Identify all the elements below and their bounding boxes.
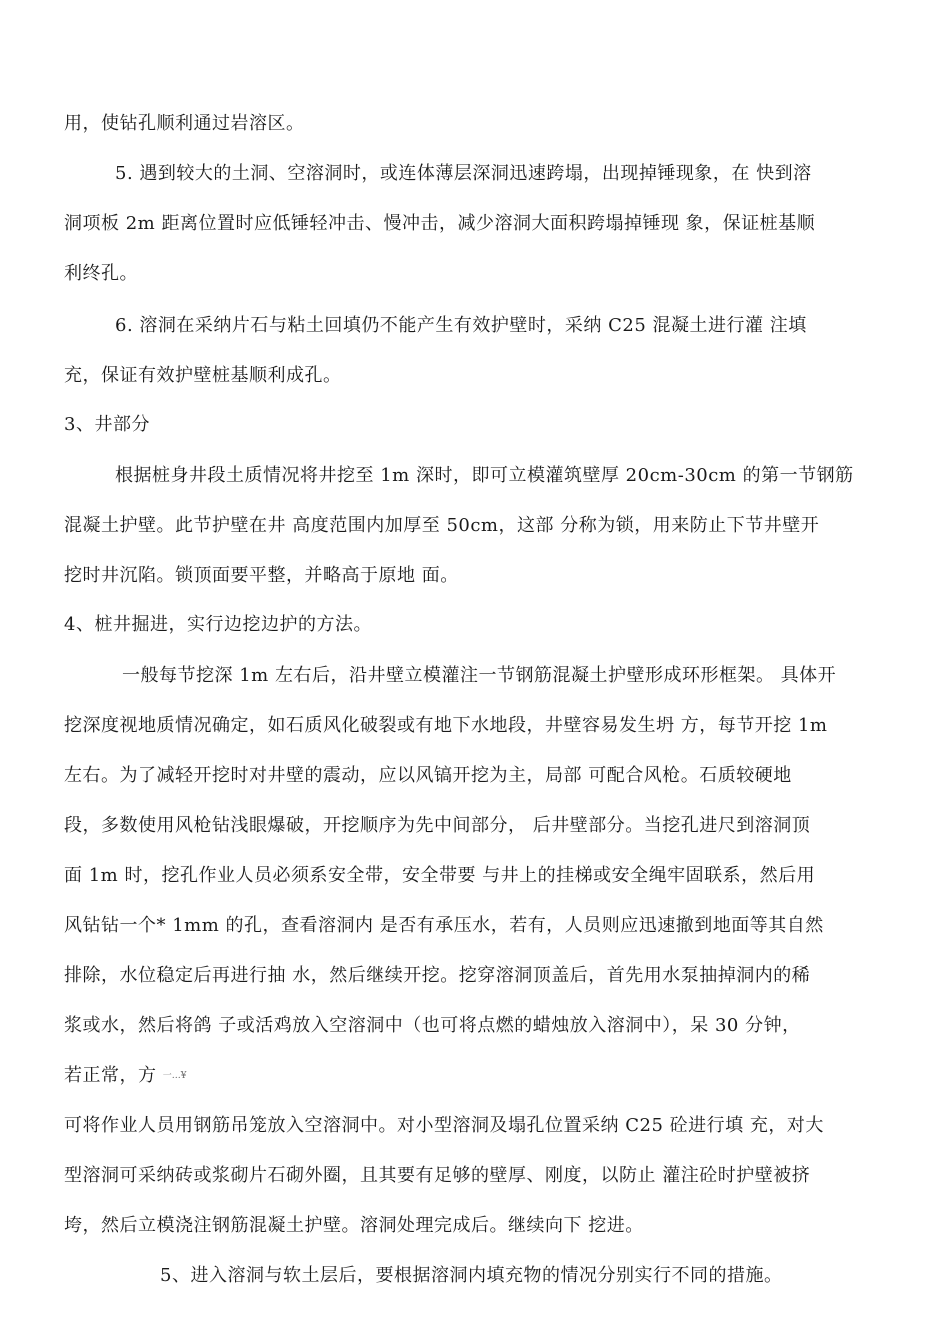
paragraph-line: 根据桩身井段土质情况将井挖至 1m 深时，即可立模灌筑壁厚 20cm-30cm 的第一节钢筋	[115, 465, 854, 486]
paragraph-line: 段，多数使用风枪钻浅眼爆破，开挖顺序为先中间部分， 后井壁部分。当挖孔进尺到溶洞顶	[64, 815, 811, 836]
paragraph-line: 一般每节挖深 1m 左右后，沿井壁立模灌注一节钢筋混凝土护壁形成环形框架。 具体开	[122, 665, 837, 686]
paragraph-line: 5. 遇到较大的土洞、空溶洞时，或连体薄层深洞迅速跨塌，出现掉锤现象，在 快到溶	[115, 163, 812, 184]
paragraph-line: 排除，水位稳定后再进行抽 水，然后继续开挖。挖穿溶洞顶盖后，首先用水泵抽掉洞内的稀	[64, 965, 811, 986]
section-heading: 3、井部分	[64, 414, 150, 435]
paragraph-line: 挖深度视地质情况确定，如石质风化破裂或有地下水地段，井壁容易发生坍 方，每节开挖 1m	[64, 715, 828, 736]
scan-mark: 一…¥	[162, 1071, 187, 1081]
paragraph-line: 左右。为了减轻开挖时对井壁的震动，应以风镐开挖为主，局部 可配合风枪。石质较硬地	[64, 765, 792, 786]
paragraph-line: 充，保证有效护壁桩基顺利成孔。	[64, 365, 342, 386]
paragraph-line: 用，使钻孔顺利通过岩溶区。	[64, 113, 305, 134]
paragraph-line: 混凝土护壁。此节护壁在井 高度范围内加厚至 50cm，这部 分称为锁，用来防止下节井壁开	[64, 515, 820, 536]
paragraph-line: 可将作业人员用钢筋吊笼放入空溶洞中。对小型溶洞及塌孔位置采纳 C25 砼进行填 充，对大	[64, 1115, 824, 1136]
paragraph-line: 洞项板 2m 距离位置时应低锤轻冲击、慢冲击，减少溶洞大面积跨塌掉锤现 象，保证桩基顺	[64, 213, 816, 234]
paragraph-line: 面 1m 时，挖孔作业人员必须系安全带，安全带要 与井上的挂梯或安全绳牢固联系，然后用	[64, 865, 816, 886]
paragraph-line-text: 若正常，方	[64, 1065, 157, 1086]
paragraph-line: 6. 溶洞在采纳片石与粘土回填仍不能产生有效护壁时，采纳 C25 混凝土进行灌 注填	[115, 315, 807, 336]
paragraph-line: 风钻钻一个* 1mm 的孔，查看溶洞内 是否有承压水，若有，人员则应迅速撤到地面等其自然	[64, 915, 824, 936]
paragraph-line	[64, 1064, 186, 1088]
section-heading: 5、进入溶洞与软土层后，要根据溶洞内填充物的情况分别实行不同的措施。	[160, 1265, 783, 1286]
section-heading: 4、桩井掘进，实行边挖边护的方法。	[64, 614, 372, 635]
paragraph-line: 型溶洞可采纳砖或浆砌片石砌外圈，且其要有足够的壁厚、刚度，以防止 灌注砼时护壁被挤	[64, 1165, 811, 1186]
paragraph-line: 挖时井沉陷。锁顶面要平整，并略高于原地 面。	[64, 565, 459, 586]
paragraph-line: 垮，然后立模浇注钢筋混凝土护壁。溶洞处理完成后。继续向下 挖进。	[64, 1215, 644, 1236]
paragraph-line: 利终孔。	[64, 263, 138, 284]
paragraph-line: 浆或水，然后将鸽 子或活鸡放入空溶洞中（也可将点燃的蜡烛放入溶洞中），呆 30 分钟，	[64, 1015, 801, 1036]
